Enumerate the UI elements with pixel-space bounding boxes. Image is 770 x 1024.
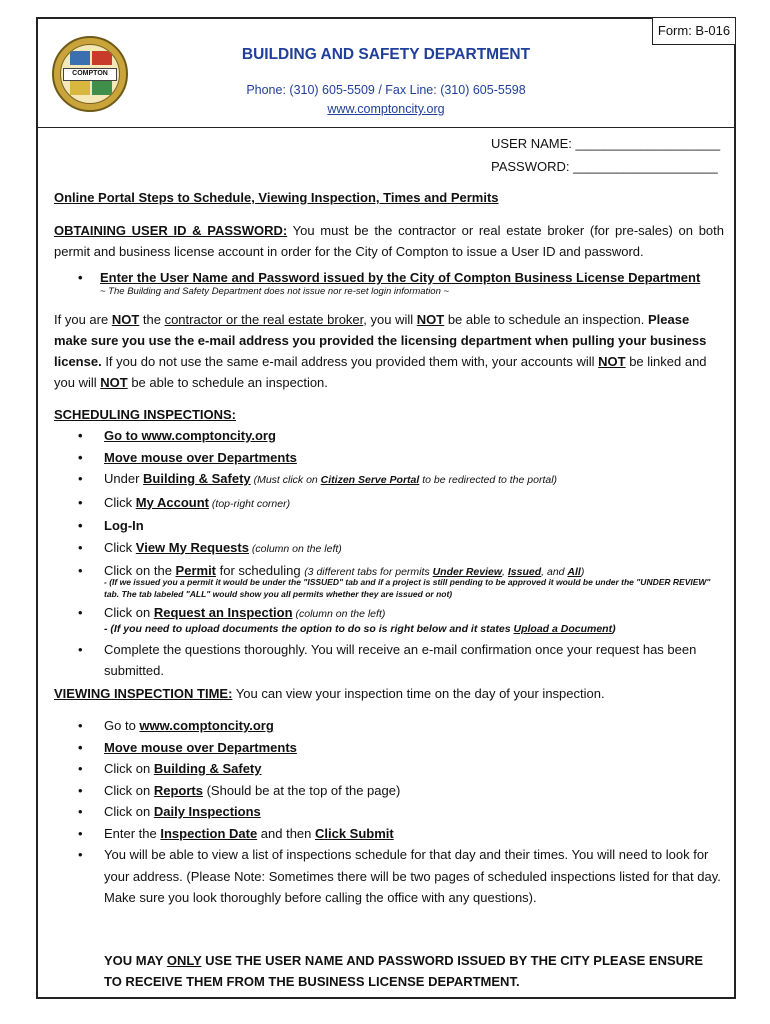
list-item	[54, 715, 724, 737]
list-item	[54, 758, 724, 780]
seal-banner: COMPTON	[63, 68, 117, 81]
text-run: Click on	[104, 761, 154, 776]
list-item: • Log-In	[54, 515, 724, 537]
tab-name: Under Review	[432, 566, 503, 578]
text-run: )	[612, 623, 616, 635]
text-run: - (If you need to upload documents the option to do so is right below and it states	[104, 623, 514, 635]
tab-name: Issued	[507, 566, 542, 578]
permit-note: - (If we issued you a permit it would be under the "ISSUED" tab and if a project is still pending to be approved it would be under the "UNDER REVIEW" tab. The tab labeled "ALL" would show you all permits whether they are issued or not)	[104, 577, 711, 599]
emphasis-who: contractor or the real estate broker	[164, 312, 364, 327]
step-emph: Building & Safety	[153, 761, 262, 776]
step-emph: Permit	[175, 563, 217, 578]
text-run: and then	[257, 825, 315, 841]
text-run: , you will	[363, 312, 417, 327]
step-emph: Building & Safety	[143, 471, 251, 486]
list-item	[54, 425, 724, 447]
list-item	[54, 823, 724, 845]
text-run: Go to	[104, 718, 140, 733]
scheduling-list	[54, 425, 724, 584]
scheduling-heading	[54, 404, 724, 425]
list-item	[54, 537, 724, 561]
text-run: (top-right corner)	[208, 497, 291, 510]
text-run: YOU MAY	[104, 953, 167, 968]
text-run: Click on	[104, 782, 154, 798]
step-emph: Click Submit	[315, 825, 394, 841]
text-run: (3 different tabs for permits	[304, 566, 433, 578]
list-item: • Complete the questions thoroughly. You will receive an e-mail confirmation once your request has been submitted.	[54, 639, 724, 681]
text-run: (column on the left)	[248, 542, 342, 555]
obtaining-section	[54, 220, 724, 262]
step-text: Move mouse over Departments	[104, 739, 297, 755]
viewing-heading: VIEWING INSPECTION TIME:	[54, 686, 233, 701]
password-field: PASSWORD: ____________________	[491, 159, 718, 174]
emphasis-not: NOT	[416, 312, 445, 327]
scheduling-list-3	[54, 639, 724, 681]
step-emph: Inspection Date	[160, 825, 258, 841]
text-run: be able to schedule an inspection.	[444, 312, 649, 327]
form-frame	[36, 17, 736, 999]
step-emph: Citizen Serve Portal	[320, 474, 420, 486]
step-link[interactable]: Go to www.comptoncity.org	[104, 428, 276, 443]
obtaining-text: You must be the contractor or real estate broker (for pre-sales) on both permit and business license account in order for the City of Compton to issue a User ID and password.	[54, 223, 725, 259]
step-text: Move mouse over Departments	[104, 449, 297, 465]
warning-paragraph	[54, 309, 724, 393]
text-run: for scheduling	[216, 563, 305, 578]
obtaining-heading: OBTAINING USER ID & PASSWORD:	[54, 223, 288, 238]
list-item	[54, 468, 724, 492]
emphasis-not: NOT	[598, 354, 626, 369]
obtaining-note: ~ The Building and Safety Department does not issue nor re-set login information ~	[100, 286, 450, 297]
page-title	[54, 187, 724, 208]
text-run: Enter the	[104, 825, 161, 841]
phone-line: Phone: (310) 605-5509 / Fax Line: (310) 605-5598	[246, 83, 526, 97]
text-run: If you do not use the same e-mail address you provided them with, your accounts will	[101, 354, 599, 369]
list-item: • You will be able to view a list of inspections schedule for that day and their times. You will need to look for your address. (Please Note: Sometimes there will be two pages of scheduled inspections listed for that day. Make sure you look thoroughly before calling the office with any questions).	[54, 844, 724, 909]
emphasis-email: Please make sure you use the e-mail address you provided the licensing department when pulling your business license.	[54, 312, 707, 369]
list-item	[54, 737, 724, 759]
viewing-list	[54, 715, 724, 909]
step-link[interactable]: www.comptoncity.org	[139, 718, 274, 733]
emphasis-not: NOT	[100, 375, 128, 390]
page-title-text: Online Portal Steps to Schedule, Viewing Inspection, Times and Permits	[54, 190, 499, 205]
text-run: the	[139, 312, 165, 327]
department-title: BUILDING AND SAFETY DEPARTMENT	[241, 46, 531, 63]
text-run: be able to schedule an inspection.	[127, 375, 328, 390]
text-run: Click on	[104, 804, 154, 819]
upload-link: Upload a Document	[513, 623, 613, 635]
step-emph: Request an Inspection	[153, 605, 293, 620]
scheduling-heading-text: SCHEDULING INSPECTIONS:	[54, 407, 237, 422]
list-item	[54, 801, 724, 823]
text-run: USE THE USER NAME AND PASSWORD ISSUED BY THE CITY PLEASE ENSURE TO RECEIVE THEM FROM THE BUSINESS LICENSE DEPARTMENT.	[104, 953, 704, 989]
website-link[interactable]: www.comptoncity.org	[327, 102, 445, 116]
text-run: (Should be at the top of the page)	[202, 782, 401, 798]
step-emph: View My Requests	[135, 539, 249, 555]
list-item	[54, 780, 724, 802]
text-run: to be redirected to the portal)	[419, 474, 558, 486]
viewing-section	[54, 683, 724, 704]
text-run: (Must click on	[250, 474, 321, 486]
text-run: If you are	[54, 312, 112, 327]
text-run: (column on the left)	[292, 608, 386, 620]
text-run: , and	[541, 566, 568, 578]
list-item	[54, 447, 724, 469]
text-run: ,	[502, 566, 508, 578]
step-emph: My Account	[135, 494, 209, 510]
text-run: Under	[104, 471, 144, 486]
upload-note	[54, 621, 724, 637]
header-divider	[38, 127, 734, 128]
final-notice	[54, 950, 724, 992]
list-item	[54, 492, 724, 516]
form-number: Form: B-016	[652, 17, 736, 45]
step-emph: Reports	[153, 782, 203, 798]
viewing-text: You can view your inspection time on the day of your inspection.	[232, 686, 605, 701]
text-run: Click	[104, 539, 136, 555]
obtaining-bullet: Enter the User Name and Password issued by the City of Compton Business License Department	[100, 270, 701, 285]
text-run: be linked and you will	[54, 354, 707, 390]
text-run: Click on the	[104, 563, 176, 578]
step-emph: Daily Inspections	[153, 804, 261, 819]
text-run: )	[580, 566, 585, 578]
text-run: Click	[104, 494, 136, 510]
text-run: Click on	[104, 605, 154, 620]
tab-name: All	[567, 566, 581, 578]
username-field: USER NAME: ____________________	[491, 136, 721, 151]
emphasis-not: NOT	[111, 312, 140, 327]
emphasis-only: ONLY	[166, 953, 202, 968]
